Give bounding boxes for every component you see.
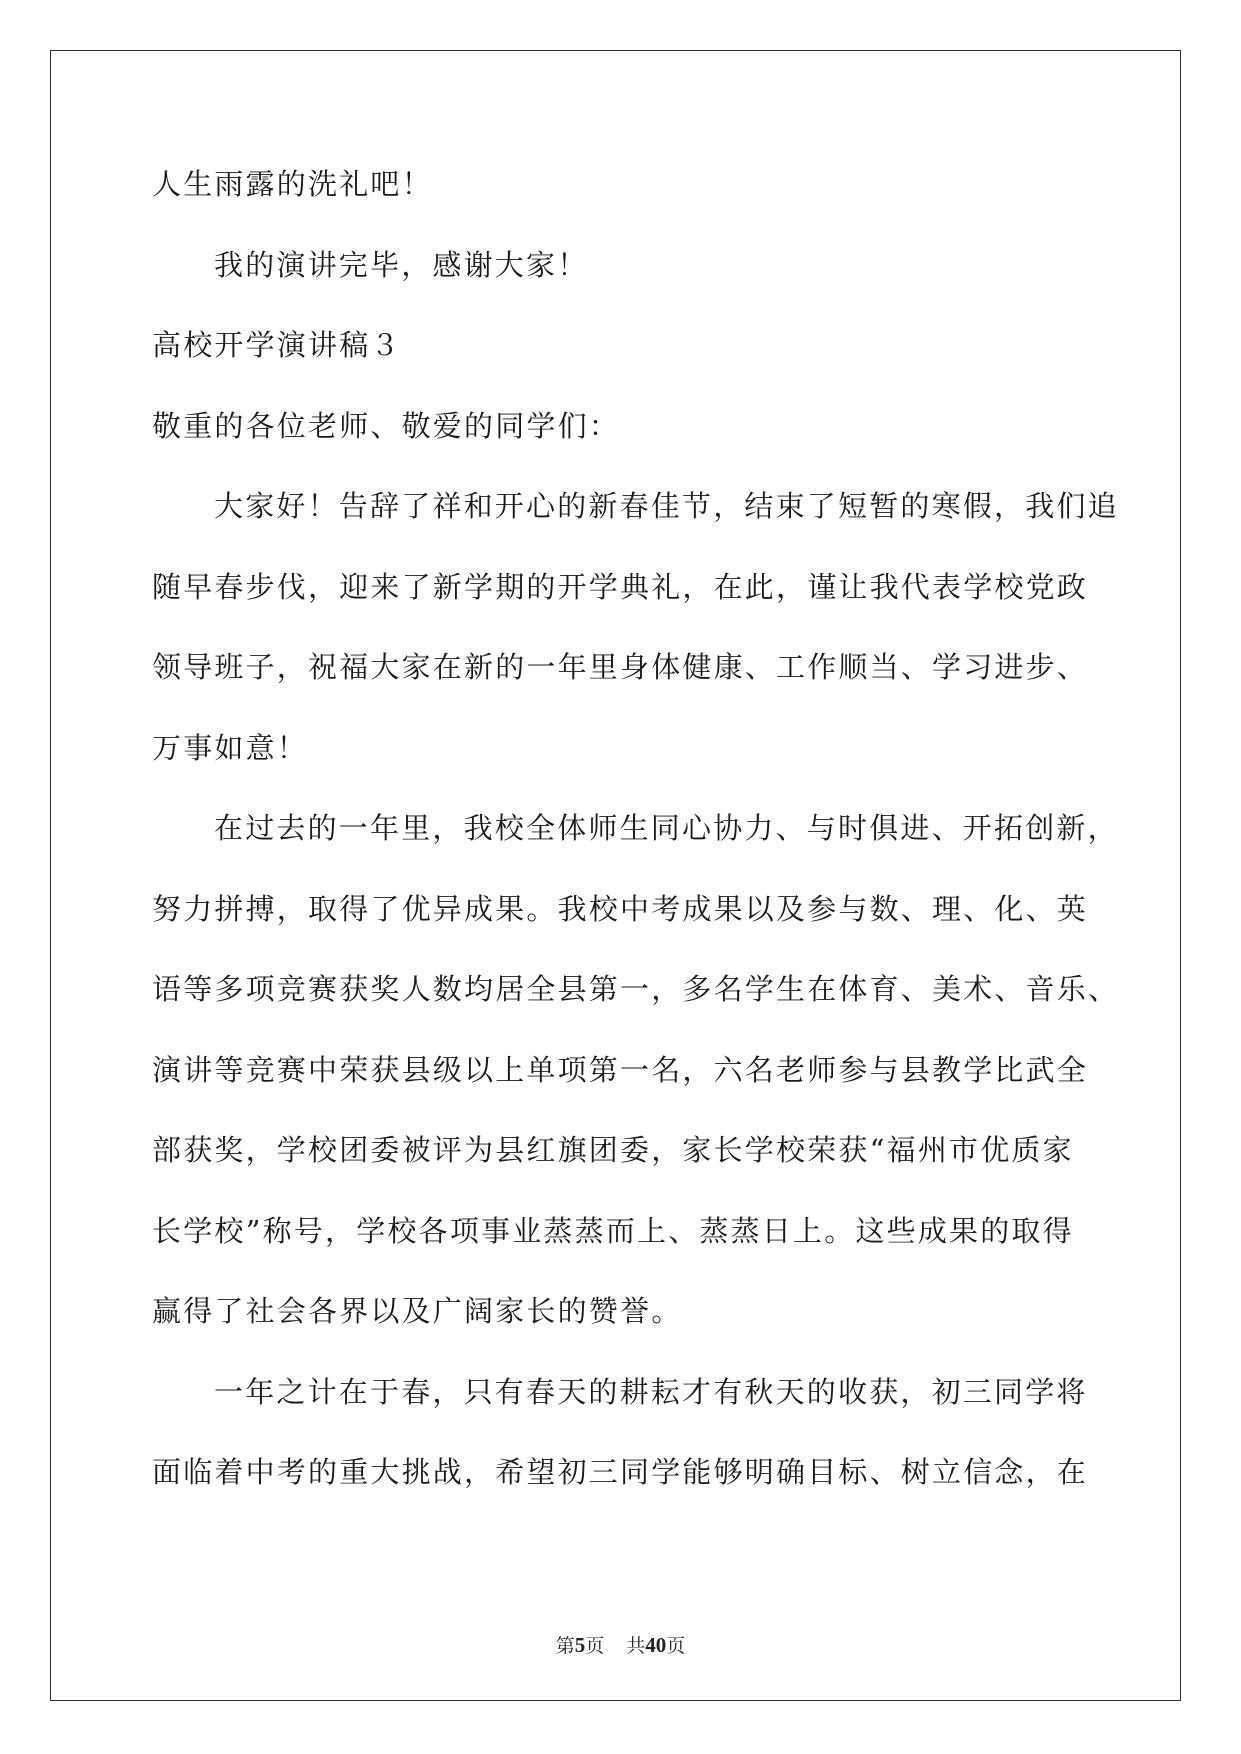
text-line: 长学校”称号，学校各项事业蒸蒸而上、蒸蒸日上。这些成果的取得 [152, 1213, 1074, 1248]
text-line: 万事如意！ [152, 730, 309, 765]
page-suffix: 页 [585, 1635, 605, 1657]
total-prefix: 共 [626, 1635, 646, 1657]
text-line: 随早春步伐，迎来了新学期的开学典礼，在此，谨让我代表学校党政 [152, 569, 1089, 604]
text-line: 语等多项竞赛获奖人数均居全县第一，多名学生在体育、美术、音乐、 [152, 972, 1120, 1006]
page-prefix: 第 [555, 1635, 575, 1657]
page-footer [0, 1631, 1241, 1658]
text-line: 赢得了社会各界以及广阔家长的赞誉。 [152, 1294, 683, 1328]
text-line: 一年之计在于春，只有春天的耕耘才有秋天的收获，初三同学将 [214, 1374, 1088, 1409]
text-line: 在过去的一年里，我校全体师生同心协力、与时俱进、开拓创新， [214, 811, 1119, 845]
salutation: 敬重的各位老师、敬爱的同学们： [152, 408, 621, 443]
document-body [152, 161, 1120, 1530]
text-line: 大家好！告辞了祥和开心的新春佳节，结束了短暂的寒假，我们追 [214, 489, 1119, 523]
text-line: 领导班子，祝福大家在新的一年里身体健康、工作顺当、学习进步、 [152, 650, 1089, 684]
text-line: 面临着中考的重大挑战，希望初三同学能够明确目标、树立信念，在 [152, 1455, 1089, 1489]
text-line: 部获奖，学校团委被评为县红旗团委，家长学校荣获“福州市优质家 [152, 1133, 1074, 1167]
text-line: 我的演讲完毕，感谢大家！ [214, 247, 589, 282]
text-line: 演讲等竞赛中荣获县级以上单项第一名，六名老师参与县教学比武全 [152, 1052, 1089, 1087]
page-number: 5 [574, 1633, 586, 1657]
text-line: 努力拼搏，取得了优异成果。我校中考成果以及参与数、理、化、英 [152, 891, 1089, 926]
text-line: 人生雨露的洗礼吧！ [152, 167, 433, 201]
total-pages: 40 [645, 1633, 667, 1657]
section-title: 高校开学演讲稿３ [152, 328, 402, 362]
total-suffix: 页 [666, 1635, 686, 1657]
